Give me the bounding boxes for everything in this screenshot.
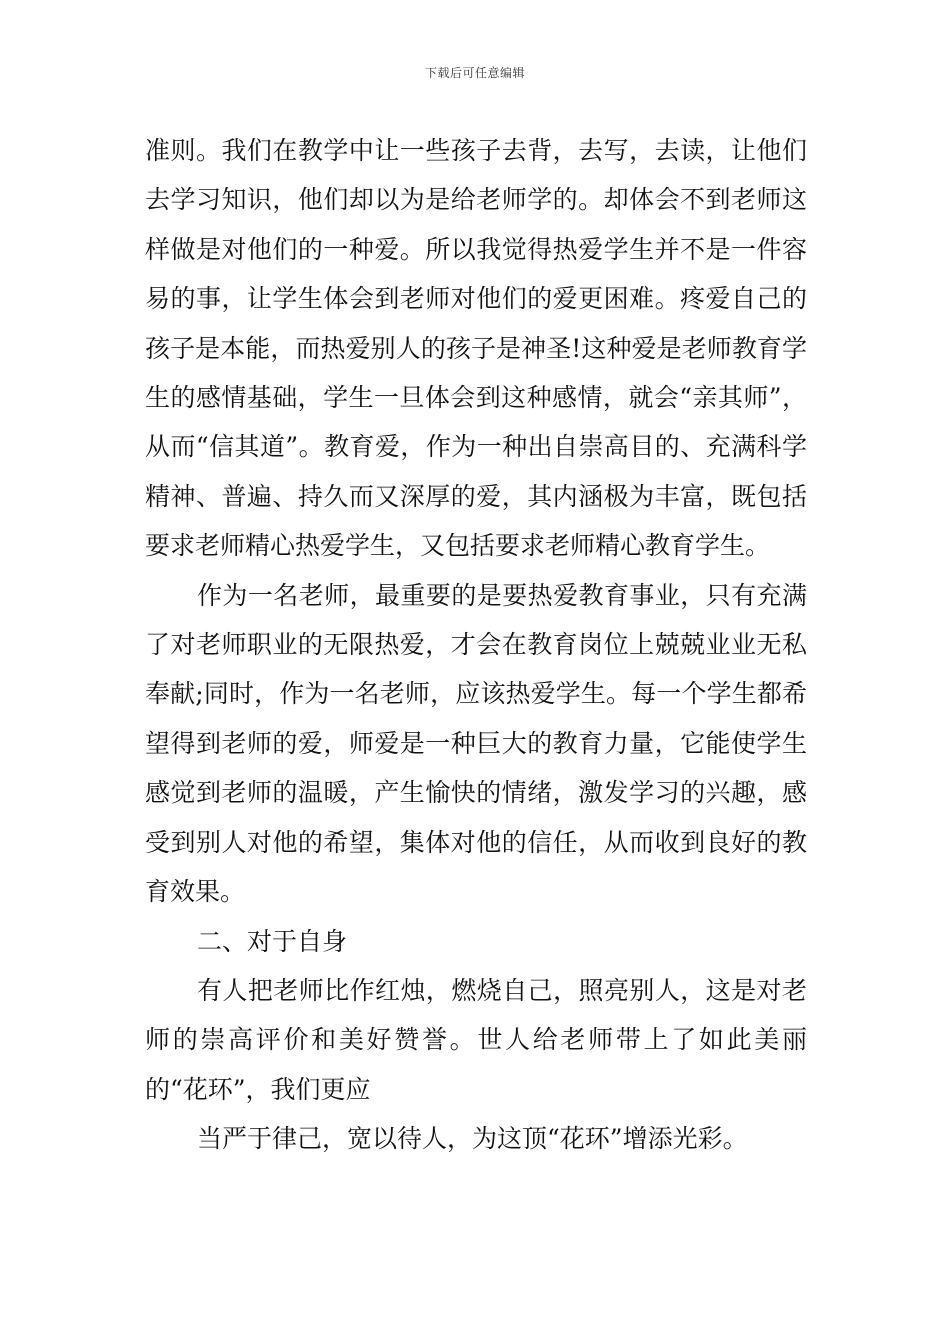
paragraph-strict-self: 当严于律己，宽以待人，为这顶“花环”增添光彩。: [197, 1124, 748, 1154]
page-header: 下载后可任意编辑: [424, 66, 525, 80]
document-body: [145, 126, 807, 1164]
paragraph-teacher-love: 作为一名老师，最重要的是要热爱教育事业，只有充满了对老师职业的无限热爱，才会在教育岗位上兢兢业业无私奉献;同时，作为一名老师，应该热爱学生。每一个学生都希望得到老师的爱，师爱是一种巨大的教育力量，它能使学生感觉到老师的温暖，产生愉快的情绪，激发学习的兴趣，感受到别人对他的希望，集体对他的信任，从而收到良好的教育效果。: [145, 580, 807, 907]
paragraph-red-candle: 有人把老师比作红烛，燃烧自己，照亮别人，这是对老师的崇高评价和美好赞誉。世人给老师带上了如此美丽的“花环”，我们更应: [145, 975, 807, 1104]
section-heading: 二、对于自身: [197, 926, 348, 956]
paragraph-continuation: 准则。我们在教学中让一些孩子去背，去写，去读，让他们去学习知识，他们却以为是给老师学的。却体会不到老师这样做是对他们的一种爱。所以我觉得热爱学生并不是一件容易的事，让学生体会到老师对他们的爱更困难。疼爱自己的孩子是本能，而热爱别人的孩子是神圣!这种爱是老师教育学生的感情基础，学生一旦体会到这种感情，就会“亲其师”，从而“信其道”。教育爱，作为一种出自崇高目的、充满科学精神、普遍、持久而又深厚的爱，其内涵极为丰富，既包括要求老师精心热爱学生，又包括要求老师精心教育学生。: [145, 136, 807, 561]
